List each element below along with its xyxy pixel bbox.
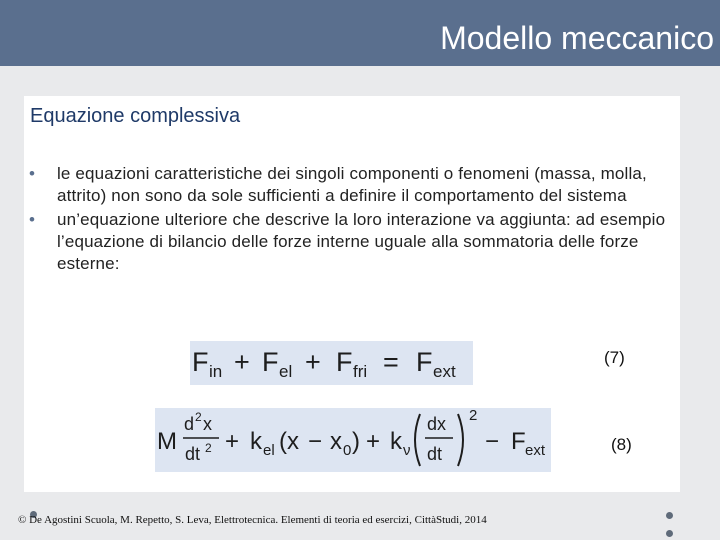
bullet-text: un’equazione ulteriore che descrive la loro interazione va aggiunta: ad esempio l’equazione di bilancio delle forze interne uguale alla sommatoria delle forze esterne: bbox=[57, 210, 666, 273]
eq-term: x bbox=[203, 414, 212, 434]
decorative-dot bbox=[666, 530, 673, 537]
eq-term: dt bbox=[185, 444, 201, 464]
right-paren bbox=[458, 414, 463, 466]
bullet-list bbox=[28, 163, 668, 277]
equation-number-8: (8) bbox=[611, 435, 632, 454]
section-subtitle: Equazione complessiva bbox=[30, 105, 241, 127]
eq-term: dx bbox=[427, 414, 447, 434]
bullet-marker: • bbox=[29, 210, 36, 229]
eq-subscript: 0 bbox=[343, 442, 352, 459]
eq-operator: + bbox=[234, 347, 250, 377]
eq-subscript: el bbox=[263, 442, 275, 459]
bullet-item bbox=[28, 163, 668, 207]
eq-term: x bbox=[330, 428, 342, 455]
eq-term: F bbox=[511, 428, 526, 455]
eq-term: d bbox=[184, 414, 195, 434]
slide-header bbox=[0, 0, 720, 66]
eq-term: F bbox=[416, 347, 433, 377]
decorative-dot bbox=[666, 512, 673, 519]
eq-subscript: el bbox=[279, 362, 293, 381]
eq-superscript: 2 bbox=[469, 408, 478, 424]
eq-operator: = bbox=[383, 347, 399, 377]
eq-subscript: ν bbox=[403, 442, 411, 459]
eq-operator: − bbox=[308, 428, 323, 455]
eq-operator: + bbox=[305, 347, 321, 377]
equation-number-7: (7) bbox=[604, 348, 625, 367]
eq-term: (x bbox=[279, 428, 299, 455]
eq-term: k bbox=[250, 428, 262, 455]
eq-superscript: 2 bbox=[195, 410, 202, 424]
eq-subscript: fri bbox=[353, 362, 368, 381]
eq-operator: + bbox=[366, 428, 381, 455]
eq-subscript: ext bbox=[433, 362, 456, 381]
bullet-marker: • bbox=[29, 164, 36, 183]
eq-operator: + bbox=[225, 428, 240, 455]
eq-term: F bbox=[336, 347, 353, 377]
equation-motion bbox=[155, 408, 551, 472]
bullet-text: le equazioni caratteristiche dei singoli componenti o fenomeni (massa, molla, attrito) non sono da sole sufficienti a definire il comportamento del sistema bbox=[57, 164, 647, 205]
eq-term: ) bbox=[352, 428, 360, 455]
eq-subscript: in bbox=[209, 362, 223, 381]
bullet-item bbox=[28, 209, 668, 275]
eq-term: k bbox=[390, 428, 402, 455]
eq-subscript: ext bbox=[525, 442, 546, 459]
eq-term: dt bbox=[427, 444, 443, 464]
eq-term: M bbox=[157, 428, 177, 455]
left-paren bbox=[415, 414, 420, 466]
citation-footer: © De Agostini Scuola, M. Repetto, S. Leva, Elettrotecnica. Elementi di teoria ed esercizi, CittàStudi, 2014 bbox=[18, 514, 487, 526]
eq-term: F bbox=[192, 347, 209, 377]
equation-force-balance bbox=[190, 341, 473, 385]
eq-superscript: 2 bbox=[205, 441, 212, 455]
eq-operator: − bbox=[485, 428, 500, 455]
eq-term: F bbox=[262, 347, 279, 377]
slide-title: Modello meccanico bbox=[440, 20, 714, 56]
